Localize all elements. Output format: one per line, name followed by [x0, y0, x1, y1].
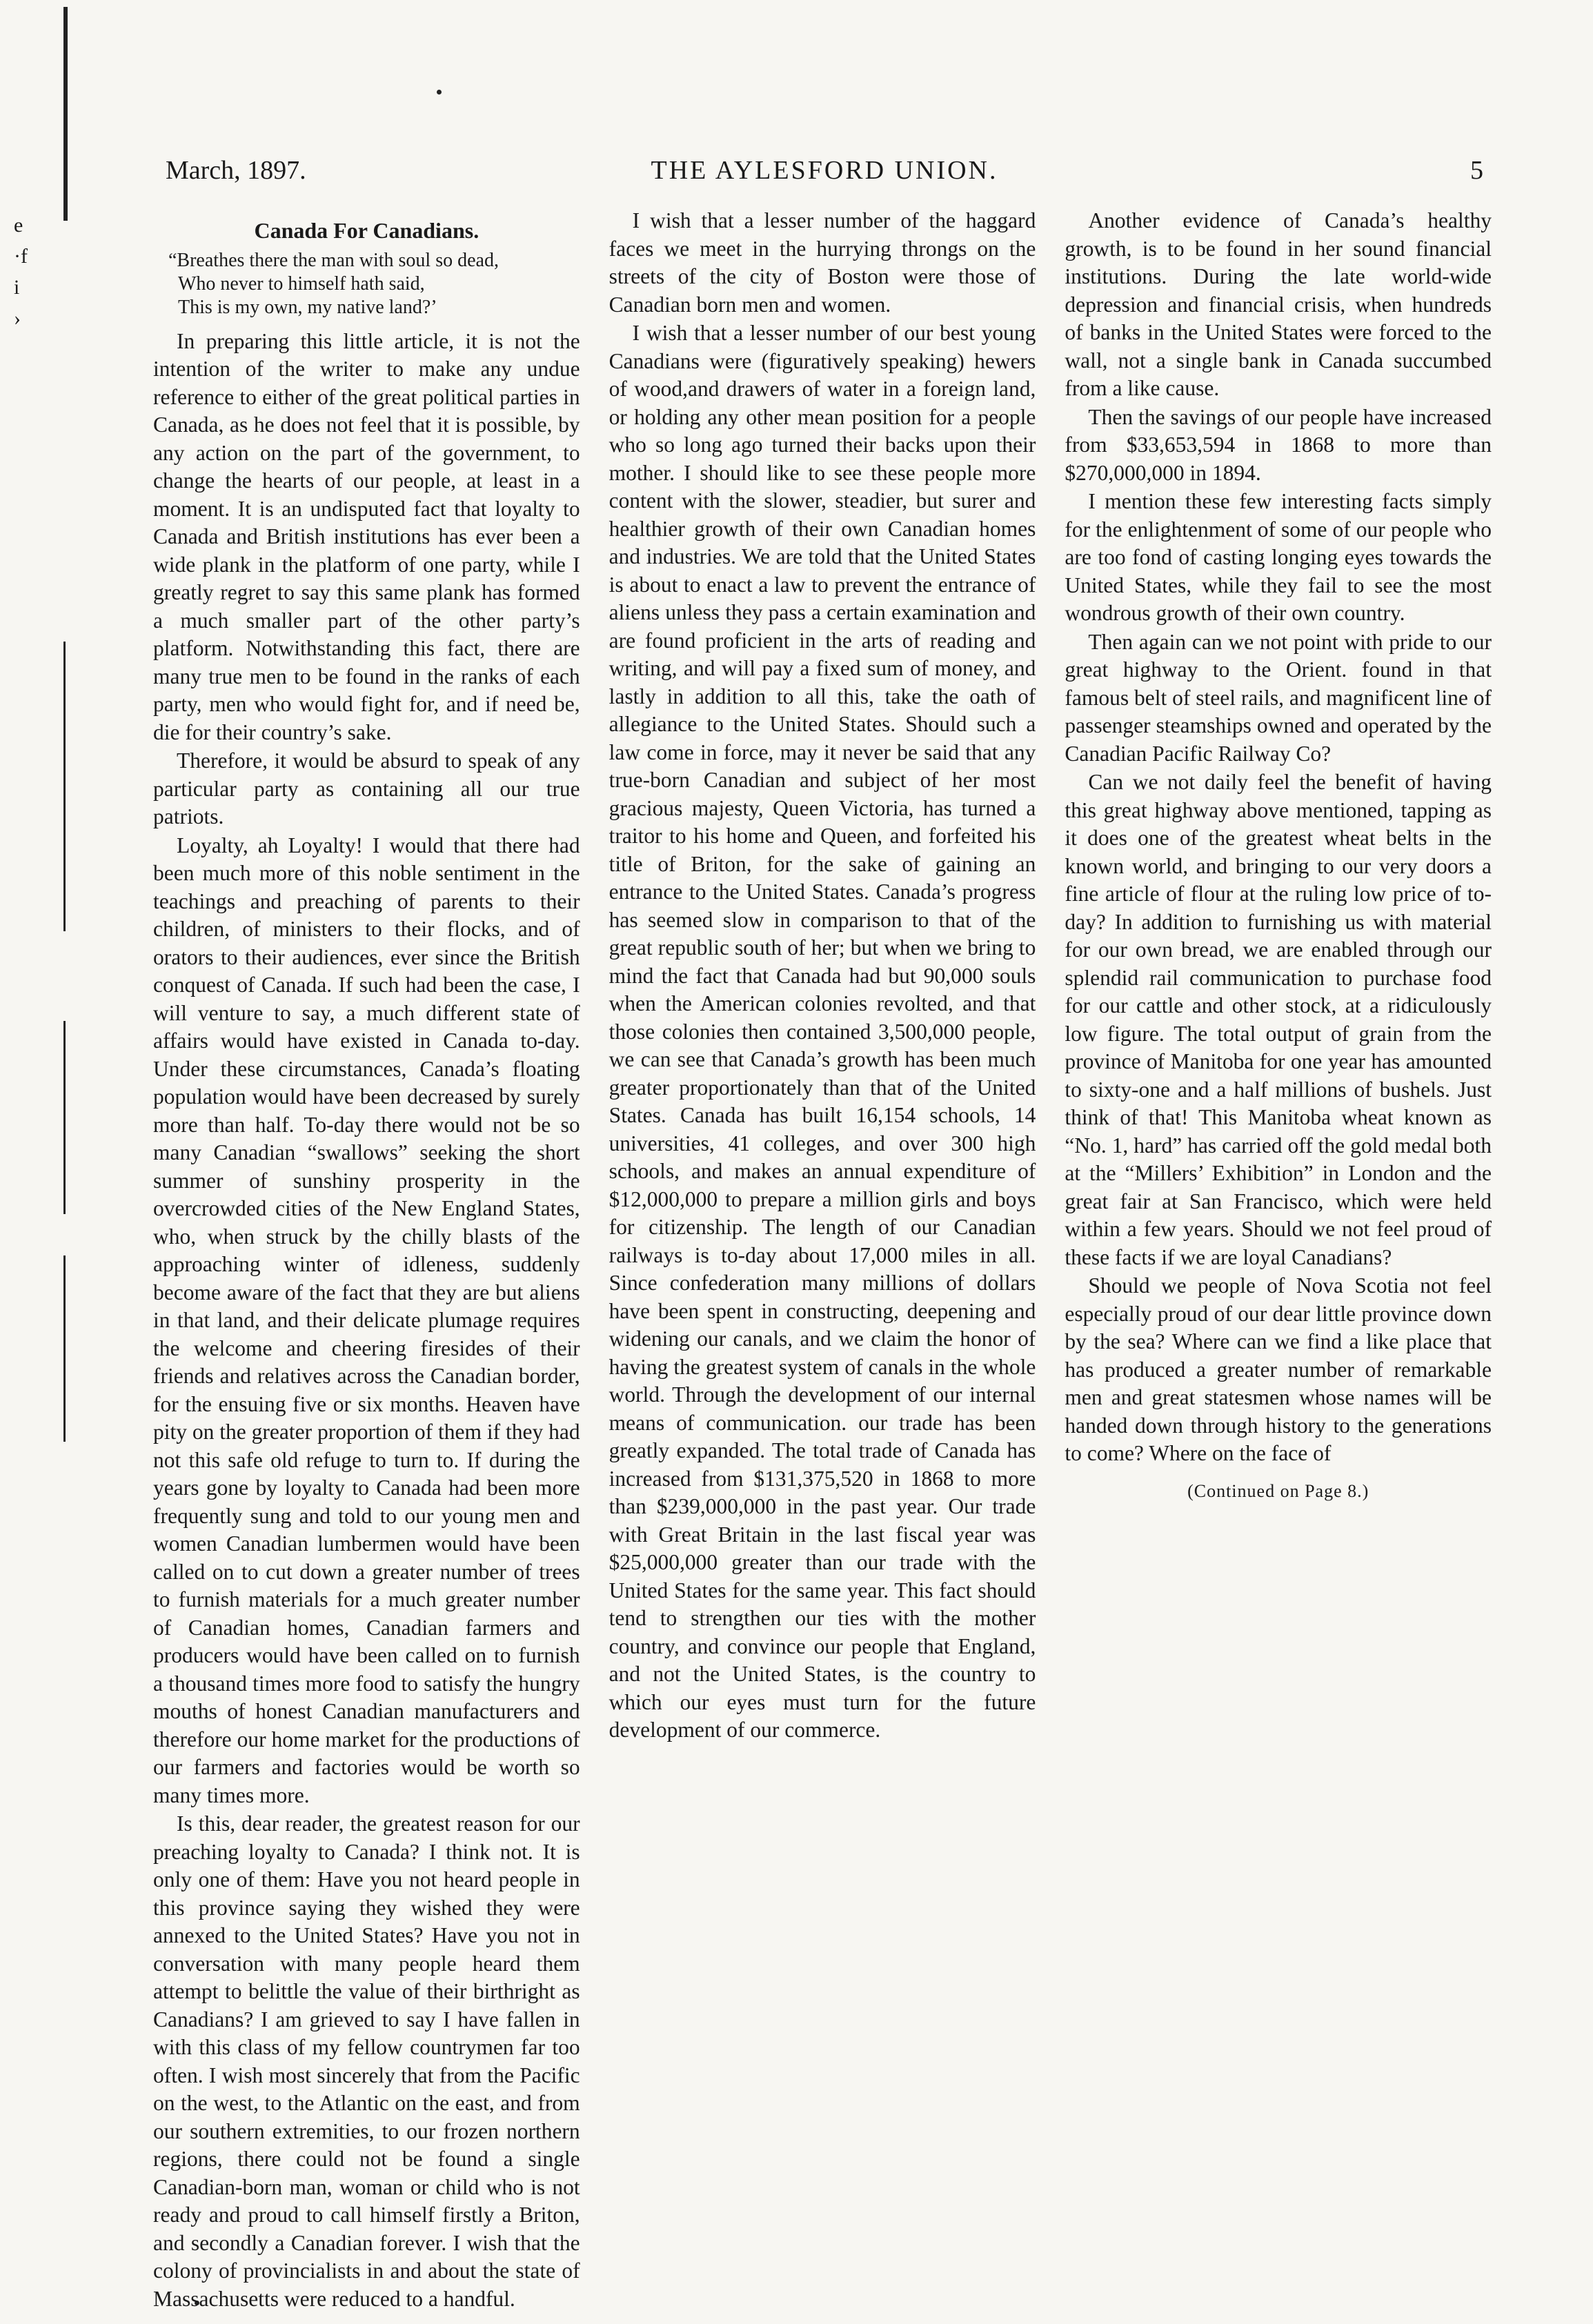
margin-rule [63, 642, 66, 931]
ink-dot [437, 90, 442, 95]
paragraph: In preparing this little article, it is not the intention of the writer to make any undue reference to either of the great political parties in Canada, as he does not feel that it is possible, by any action on the part of the government, to change the hearts of our people, at least in a moment. It is an undisputed fact that loyalty to Canada and British institutions has ever been a wide plank in the platform of one party, while I greatly regret to say this same plank has formed a much smaller part of the other party’s platform. Notwithstanding this fact, there are many true men to be found in the ranks of each party, men who would fight for, and if need be, die for their country’s sake. [153, 328, 580, 744]
epigraph-line: This is my own, my native land?’ [178, 296, 437, 318]
column-1 [153, 207, 580, 2311]
paragraph: Is this, dear reader, the greatest reason for our preaching loyalty to Canada? I think not. It is only one of them: Have you not heard people in this province saying they wished they were annexed to the United States? Have you not in conversation with many people heard them attempt to belittle the value of their birthright as Canadians? I am grieved to say I have fallen in with this class of my fellow countrymen far too often. I wish most sincerely that from the Pacific on the west, to the Atlantic on the east, and from our southern extremities, to our frozen northern regions, there could not be found a single Canadian-born man, woman or child who is not ready and proud to call himself firstly a Briton, and secondly a Canadian forever. I wish that the colony of provincialists in and about the state of Massachusetts were reduced to a handful. [153, 1811, 580, 2311]
margin-mark: e [14, 214, 23, 237]
margin-rule [63, 7, 68, 221]
paragraph: Another evidence of Canada’s healthy growth, is to be found in her sound financial institutions. During the late world-wide depression and financial crisis, when hundreds of banks in the United States were forced to the wall, not a single bank in Canada succumbed from a like cause. [1065, 208, 1492, 400]
page-number: 5 [1470, 156, 1483, 185]
masthead: THE AYLESFORD UNION. [651, 156, 998, 185]
paragraph: Then the savings of our people have increased from $33,653,594 in 1868 to more than $270,000,000 in 1894. [1065, 404, 1492, 485]
margin-mark: ·f [14, 245, 28, 268]
continued-notice: (Continued on Page 8.) [1187, 1480, 1369, 1501]
paragraph: I mention these few interesting facts simply for the enlightenment of some of our people who are too fond of casting longing eyes towards the United States, while they fail to see the most wondrous growth of their own country. [1065, 489, 1492, 625]
margin-mark: i [14, 276, 20, 299]
epigraph [168, 249, 580, 319]
margin-rule [63, 1021, 66, 1214]
article-title: Canada For Canadians. [254, 218, 479, 243]
paragraph: I wish that a lesser number of our best young Canadians were (figuratively speaking) hewers of wood,and drawers of water in a foreign land, or holding any other mean position for a people who so long ago turned their backs upon their mother. I should like to see these people more content with the slower, steadier, but surer and healthier growth of their own Canadian homes and industries. We are told that the United States is about to enact a law to prevent the entrance of aliens unless they pass a certain examination and are found proficient in the arts of reading and writing, and will pay a fixed sum of money, and lastly in addition to all this, take the oath of allegiance to the United States. Should such a law come in force, may it never be said that any true-born Canadian and subject of her most gracious majesty, Queen Victoria, has turned a traitor to his home and Queen, and forfeited his title of Briton, for the sake of gaining an entrance to the United States. Canada’s progress has seemed slow in comparison to that of the great republic south of her; but when we bring to mind the fact that Canada had but 90,000 souls when the American colonies revolted, and that those colonies then contained 3,500,000 people, we can see that Canada’s growth has been much greater proportionately than that of the United States. Canada has built 16,154 schools, 14 universities, 41 colleges, and over 300 high schools, and makes an annual expenditure of $12,000,000 to prepare a million girls and boys for citizenship. The length of our Canadian railways is to-day about 17,000 miles in all. Since confederation many millions of dollars have been spent in constructing, deepening and widening our canals, and we claim the honor of having the greatest system of canals in the whole world. Through the development of our internal means of communication. our trade has been greatly expanded. The total trade of Canada has increased from $131,375,520 in 1868 to more than $239,000,000 in the past year. Our trade with Great Britain in the last fiscal year was $25,000,000 greater than our trade with the United States for the same year. This fact should tend to strengthen our ties with the mother country, and convince our people that England, and not the United States, is the country to which our eyes must turn for the future development of our commerce. [608, 321, 1036, 1742]
paragraph: Should we people of Nova Scotia not feel especially proud of our dear little province down by the sea? Where can we find a like place that has produced a greater number of remarkable men and great statesmen whose names will be handed down through history to the generations to come? Where on the face of [1065, 1273, 1492, 1465]
issue-date: March, 1897. [166, 156, 306, 185]
margin-rule [63, 1255, 66, 1442]
margin-mark: › [14, 307, 21, 330]
paragraph: Then again can we not point with pride to our great highway to the Orient. found in that famous belt of steel rails, and magnificent line of passenger steamships owned and operated by the Canadian Pacific Railway Co? [1065, 629, 1492, 766]
paragraph: Therefore, it would be absurd to speak of any particular party as containing all our true patriots. [153, 748, 580, 828]
paragraph: I wish that a lesser number of the haggard faces we meet in the hurrying throngs on the streets of the city of Boston were those of Canadian born men and women. [608, 208, 1036, 317]
epigraph-line: Who never to himself hath said, [178, 272, 425, 295]
paragraph: Can we not daily feel the benefit of having this great highway above mentioned, tapping as it does one of the greatest wheat belts in the known world, and bringing to our very doors a fine article of flour at the ruling low price of to-day? In addition to furnishing us with material for our own bread, we are enabled through our splendid rail communication to purchase food for our cattle and other stock, at a ridiculously low figure. The total output of grain from the province of Manitoba for one year has amounted to sixty-one and a half millions of bushels. Just think of that! This Manitoba wheat known as “No. 1, hard” has carried off the gold medal both at the “Millers’ Exhibition” in London and the great fair at San Francisco, which were held within a few years. Should we not feel proud of these facts if we are loyal Canadians? [1065, 770, 1492, 1269]
paragraph: Loyalty, ah Loyalty! I would that there had been much more of this noble sentiment in the teachings and preaching of parents to their children, of ministers to their flocks, and of orators to their audiences, ever since the British conquest of Canada. If such had been the case, I will venture to say, a much different state of affairs would have existed in Canada to-day. Under these circumstances, Canada’s floating population would have been decreased by surely more than half. To-day there would not be so many Canadian “swallows” seeking the short summer of sunshiny prosperity in the overcrowded cities of the New England States, who, when struck by the chilly blasts of the approaching winter of idleness, suddenly become aware of the fact that they are but aliens in that land, and their delicate plumage requires the welcome and cheering firesides of their friends and relatives across the Canadian border, for the ensuing five or six months. Heaven have pity on the greater proportion of them if they had not this safe old refuge to turn to. If during the years gone by loyalty to Canada had been more frequently sung and told to our young men and women Canadian lumbermen would have been called on to cut down a greater number of trees to furnish materials for a much greater number of Canadian homes, Canadian farmers and producers would have been called on to furnish a thousand times more food to satisfy the hungry mouths of honest Canadian manufacturers and therefore our home market for the productions of our farmers and factories would be worth so many times more. [153, 833, 580, 1807]
epigraph-line: “Breathes there the man with soul so dead, [168, 249, 499, 271]
page-header [166, 155, 1483, 197]
column-2 [609, 207, 1036, 2283]
article-columns [153, 207, 1492, 2311]
column-3 [1065, 207, 1492, 2283]
